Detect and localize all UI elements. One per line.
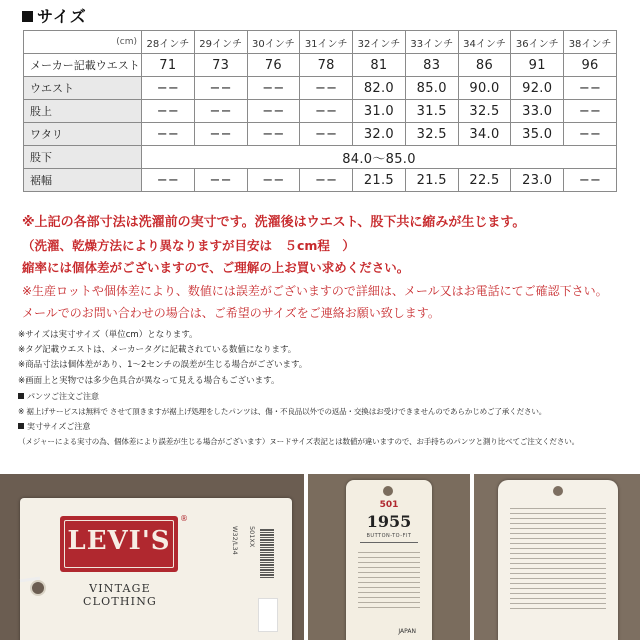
table-cell: 22.5 bbox=[458, 169, 511, 192]
table-cell: 86 bbox=[458, 54, 511, 77]
paper-tag-photo bbox=[308, 474, 470, 640]
square-bullet-icon bbox=[18, 393, 24, 399]
section-title-text: サイズ bbox=[37, 7, 87, 26]
row-label: メーカー記載ウエスト bbox=[24, 54, 142, 77]
size-header: 36インチ bbox=[511, 31, 564, 54]
section-title bbox=[22, 4, 87, 27]
table-cell: −− bbox=[564, 77, 617, 100]
table-cell: 76 bbox=[247, 54, 300, 77]
registered-mark: ® bbox=[180, 514, 188, 523]
table-cell: 35.0 bbox=[511, 123, 564, 146]
paper-tag-back bbox=[498, 480, 618, 640]
table-cell: −− bbox=[247, 100, 300, 123]
table-cell: 31.5 bbox=[405, 100, 458, 123]
note-line: （メジャーによる実寸の為、個体差により誤差が生じる場合がございます）ヌードサイズ表記とは数値が違いますので、お手持ちのパンツと測り比べてご注文ください。 bbox=[18, 437, 580, 447]
size-header: 28インチ bbox=[142, 31, 195, 54]
table-cell: −− bbox=[300, 123, 353, 146]
size-notes bbox=[18, 328, 623, 450]
table-cell: 91 bbox=[511, 54, 564, 77]
table-cell: 96 bbox=[564, 54, 617, 77]
table-row bbox=[24, 146, 617, 169]
row-label: ウエスト bbox=[24, 77, 142, 100]
tag-text-block bbox=[358, 552, 420, 612]
row-label: ワタリ bbox=[24, 123, 142, 146]
table-cell: 71 bbox=[142, 54, 195, 77]
barcode bbox=[260, 528, 274, 578]
table-cell: −− bbox=[300, 169, 353, 192]
paper-tag-1955 bbox=[346, 480, 432, 640]
tag-year: 1955 bbox=[366, 512, 412, 531]
tag-hole bbox=[553, 486, 563, 496]
table-cell: 23.0 bbox=[511, 169, 564, 192]
size-header: 38インチ bbox=[564, 31, 617, 54]
row-label: 裾幅 bbox=[24, 169, 142, 192]
table-cell: 21.5 bbox=[353, 169, 406, 192]
unit-label: (cm) bbox=[24, 31, 142, 54]
size-header: 32インチ bbox=[353, 31, 406, 54]
paper-tag-back-photo bbox=[474, 474, 640, 640]
table-cell: 90.0 bbox=[458, 77, 511, 100]
table-cell: −− bbox=[247, 77, 300, 100]
size-header: 29インチ bbox=[194, 31, 247, 54]
row-label: 股上 bbox=[24, 100, 142, 123]
table-cell: 32.0 bbox=[353, 123, 406, 146]
table-cell: −− bbox=[564, 123, 617, 146]
red-note: （洗濯、乾燥方法により異なりますが目安は ５cm程 ） bbox=[22, 237, 355, 253]
note-heading bbox=[18, 389, 623, 404]
tag-hole bbox=[383, 486, 393, 496]
size-header: 31インチ bbox=[300, 31, 353, 54]
tag-text-block bbox=[510, 508, 606, 612]
table-cell: −− bbox=[142, 77, 195, 100]
note-line: ※ 裾上げサービスは無料で させて頂きますが裾上げ処理をしたパンツは、傷・不良品以外での返品・交換はお受けできませんのであらかじめご了承ください。 bbox=[18, 407, 547, 417]
table-cell: −− bbox=[142, 169, 195, 192]
size-header-row bbox=[24, 31, 617, 54]
note-line: ※サイズは実寸サイズ（単位cm）となります。 bbox=[18, 330, 198, 340]
table-cell: 31.0 bbox=[353, 100, 406, 123]
table-cell: −− bbox=[300, 100, 353, 123]
levis-logo bbox=[60, 516, 178, 572]
tag-code: 501XX bbox=[248, 526, 256, 548]
leather-tag bbox=[20, 498, 292, 640]
square-bullet-icon bbox=[18, 423, 24, 429]
size-header: 30インチ bbox=[247, 31, 300, 54]
table-cell: 32.5 bbox=[458, 100, 511, 123]
table-cell: 78 bbox=[300, 54, 353, 77]
table-cell: −− bbox=[142, 100, 195, 123]
table-row bbox=[24, 100, 617, 123]
table-cell: −− bbox=[247, 123, 300, 146]
table-cell: 92.0 bbox=[511, 77, 564, 100]
table-row bbox=[24, 54, 617, 77]
note-heading-text: パンツご注文ご注意 bbox=[27, 391, 99, 401]
table-cell: −− bbox=[564, 100, 617, 123]
table-cell: −− bbox=[142, 123, 195, 146]
red-note: ※生産ロットや個体差により、数値には誤差がございますので詳細は、メール又はお電話にてご確認下さい。 bbox=[22, 283, 608, 298]
tag-subtitle: BUTTON-TO-FIT bbox=[366, 533, 412, 539]
vintage-clothing-text: VINTAGE CLOTHING bbox=[82, 582, 158, 608]
table-cell: −− bbox=[194, 169, 247, 192]
table-cell: −− bbox=[564, 169, 617, 192]
table-cell: 85.0 bbox=[405, 77, 458, 100]
size-header: 34インチ bbox=[458, 31, 511, 54]
table-row bbox=[24, 123, 617, 146]
red-note: メールでのお問い合わせの場合は、ご希望のサイズをご連絡お願い致します。 bbox=[22, 306, 440, 320]
levis-tag-photo bbox=[0, 474, 304, 640]
table-cell: −− bbox=[194, 123, 247, 146]
table-cell: 81 bbox=[353, 54, 406, 77]
table-cell: 33.0 bbox=[511, 100, 564, 123]
tag-model: 501 bbox=[379, 500, 399, 510]
note-line: ※タグ記載ウエストは、メーカータグに記載されている数値になります。 bbox=[18, 345, 297, 356]
table-cell: 73 bbox=[194, 54, 247, 77]
table-cell: −− bbox=[194, 77, 247, 100]
table-row bbox=[24, 77, 617, 100]
note-heading-text: 実寸サイズご注意 bbox=[27, 422, 91, 432]
white-label bbox=[258, 598, 278, 632]
table-cell: −− bbox=[300, 77, 353, 100]
row-label: 股下 bbox=[24, 146, 142, 169]
size-table bbox=[23, 30, 617, 192]
tag-divider bbox=[360, 542, 418, 543]
red-note: ※上記の各部寸法は洗濯前の実寸です。洗濯後はウエスト、股下共に縮みが生じます。 bbox=[22, 215, 526, 230]
table-cell: −− bbox=[194, 100, 247, 123]
merged-cell: 84.0〜85.0 bbox=[142, 146, 617, 169]
square-bullet-icon bbox=[22, 11, 33, 22]
red-note: 縮率には個体差がございますので、ご理解の上お買い求めください。 bbox=[22, 260, 410, 275]
table-cell: −− bbox=[247, 169, 300, 192]
product-photos bbox=[0, 474, 640, 640]
size-header: 33インチ bbox=[405, 31, 458, 54]
note-line: ※商品寸法は個体差があり、1〜2センチの誤差が生じる場合がございます。 bbox=[18, 360, 308, 371]
tag-hole bbox=[30, 580, 46, 596]
table-cell: 21.5 bbox=[405, 169, 458, 192]
table-cell: 34.0 bbox=[458, 123, 511, 146]
table-cell: 83 bbox=[405, 54, 458, 77]
tag-origin: JAPAN bbox=[398, 628, 416, 635]
tag-code: W32/L34 bbox=[231, 526, 239, 555]
note-line: ※画面上と実物では多少色具合が異なって見える場合もございます。 bbox=[18, 375, 280, 386]
table-row bbox=[24, 169, 617, 192]
washing-notes bbox=[22, 212, 622, 325]
table-cell: 82.0 bbox=[353, 77, 406, 100]
logo-text: LEVI'S bbox=[67, 526, 171, 556]
table-cell: 32.5 bbox=[405, 123, 458, 146]
note-heading bbox=[18, 419, 623, 434]
